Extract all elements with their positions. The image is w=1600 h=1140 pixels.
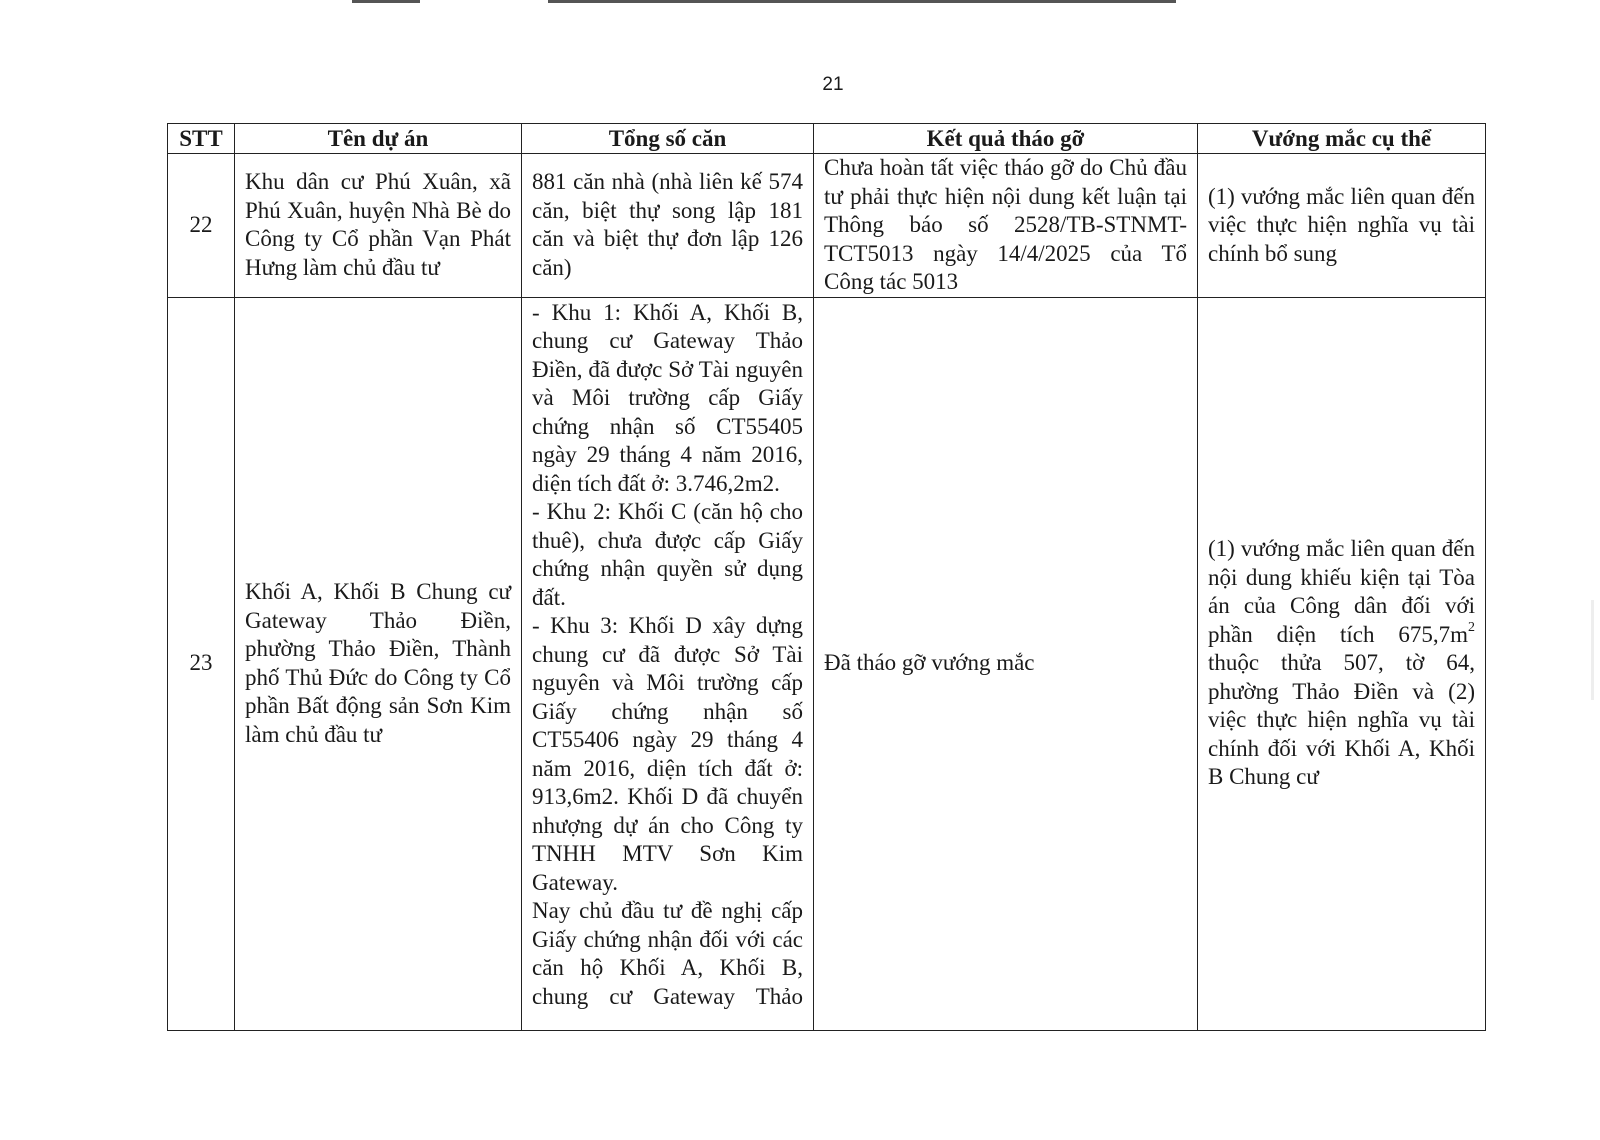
row-23-vuong-mac-text-b: thuộc thửa 507, tờ 64, phường Thảo Điền và (2) việc thực hiện nghĩa vụ tài chính đối với Khối A, Khối B Chung cư: [1208, 650, 1475, 790]
row-22-ket-qua: Chưa hoàn tất việc tháo gỡ do Chủ đầu tư phải thực hiện nội dung kết luận tại Thông báo số 2528/TB-STNMT-TCT5013 ngày 14/4/2025 của Tổ Công tác 5013: [814, 154, 1198, 298]
header-ket-qua: Kết quả tháo gỡ: [814, 124, 1198, 154]
row-22-vuong-mac: (1) vướng mắc liên quan đến việc thực hiện nghĩa vụ tài chính bổ sung: [1198, 154, 1486, 298]
top-mark-right: [548, 0, 1176, 3]
row-23-tong-so-can-part-1: - Khu 1: Khối A, Khối B, chung cư Gateway Thảo Điền, đã được Sở Tài nguyên và Môi trường cấp Giấy chứng nhận số CT55405 ngày 29 tháng 4 năm 2016, diện tích đất ở: 3.746,2m2.: [532, 299, 803, 496]
row-22-stt: 22: [168, 154, 235, 298]
header-stt: STT: [168, 124, 235, 154]
row-23-tong-so-can-part-4: Nay chủ đầu tư đề nghị cấp Giấy chứng nhận đối với các căn hộ Khối A, Khối B, chung cư Gateway Thảo: [532, 898, 803, 1009]
row-23-vuong-mac-superscript: 2: [1468, 620, 1475, 636]
margin-scan-mark: [1591, 600, 1594, 700]
project-table: [167, 123, 1486, 1031]
row-23-vuong-mac: [1198, 297, 1486, 1030]
top-mark-left: [352, 0, 420, 3]
row-23-stt: 23: [168, 297, 235, 1030]
row-22-tong-so-can: 881 căn nhà (nhà liên kế 574 căn, biệt thự song lập 181 căn và biệt thự đơn lập 126 căn): [522, 154, 814, 298]
table-row: [168, 154, 1486, 298]
page-top-edge-marks: [0, 0, 1600, 6]
table-row: [168, 297, 1486, 1030]
row-22-ten-du-an: Khu dân cư Phú Xuân, xã Phú Xuân, huyện Nhà Bè do Công ty Cổ phần Vạn Phát Hưng làm chủ đầu tư: [235, 154, 522, 298]
header-ten-du-an: Tên dự án: [235, 124, 522, 154]
row-23-ten-du-an: Khối A, Khối B Chung cư Gateway Thảo Điền, phường Thảo Điền, Thành phố Thủ Đức do Công ty Cổ phần Bất động sản Sơn Kim làm chủ đầu tư: [235, 297, 522, 1030]
row-23-tong-so-can-part-2: - Khu 2: Khối C (căn hộ cho thuê), chưa được cấp Giấy chứng nhận quyền sử dụng đất.: [532, 499, 803, 610]
header-vuong-mac: Vướng mắc cụ thể: [1198, 124, 1486, 154]
page-number: 21: [822, 74, 844, 95]
row-23-vuong-mac-text-a: (1) vướng mắc liên quan đến nội dung khiếu kiện tại Tòa án của Công dân đối với phần diện tích 675,7m: [1208, 536, 1475, 647]
row-23-ket-qua: Đã tháo gỡ vướng mắc: [814, 297, 1198, 1030]
row-23-tong-so-can-part-3: - Khu 3: Khối D xây dựng chung cư đã được Sở Tài nguyên và Môi trường cấp Giấy chứng nhận số CT55406 ngày 29 tháng 4 năm 2016, diện tích đất ở: 913,6m2. Khối D đã chuyển nhượng dự án cho Công ty TNHH MTV Sơn Kim Gateway.: [532, 613, 803, 895]
header-tong-so-can: Tổng số căn: [522, 124, 814, 154]
table-header-row: [168, 124, 1486, 154]
row-23-tong-so-can: [522, 297, 814, 1030]
